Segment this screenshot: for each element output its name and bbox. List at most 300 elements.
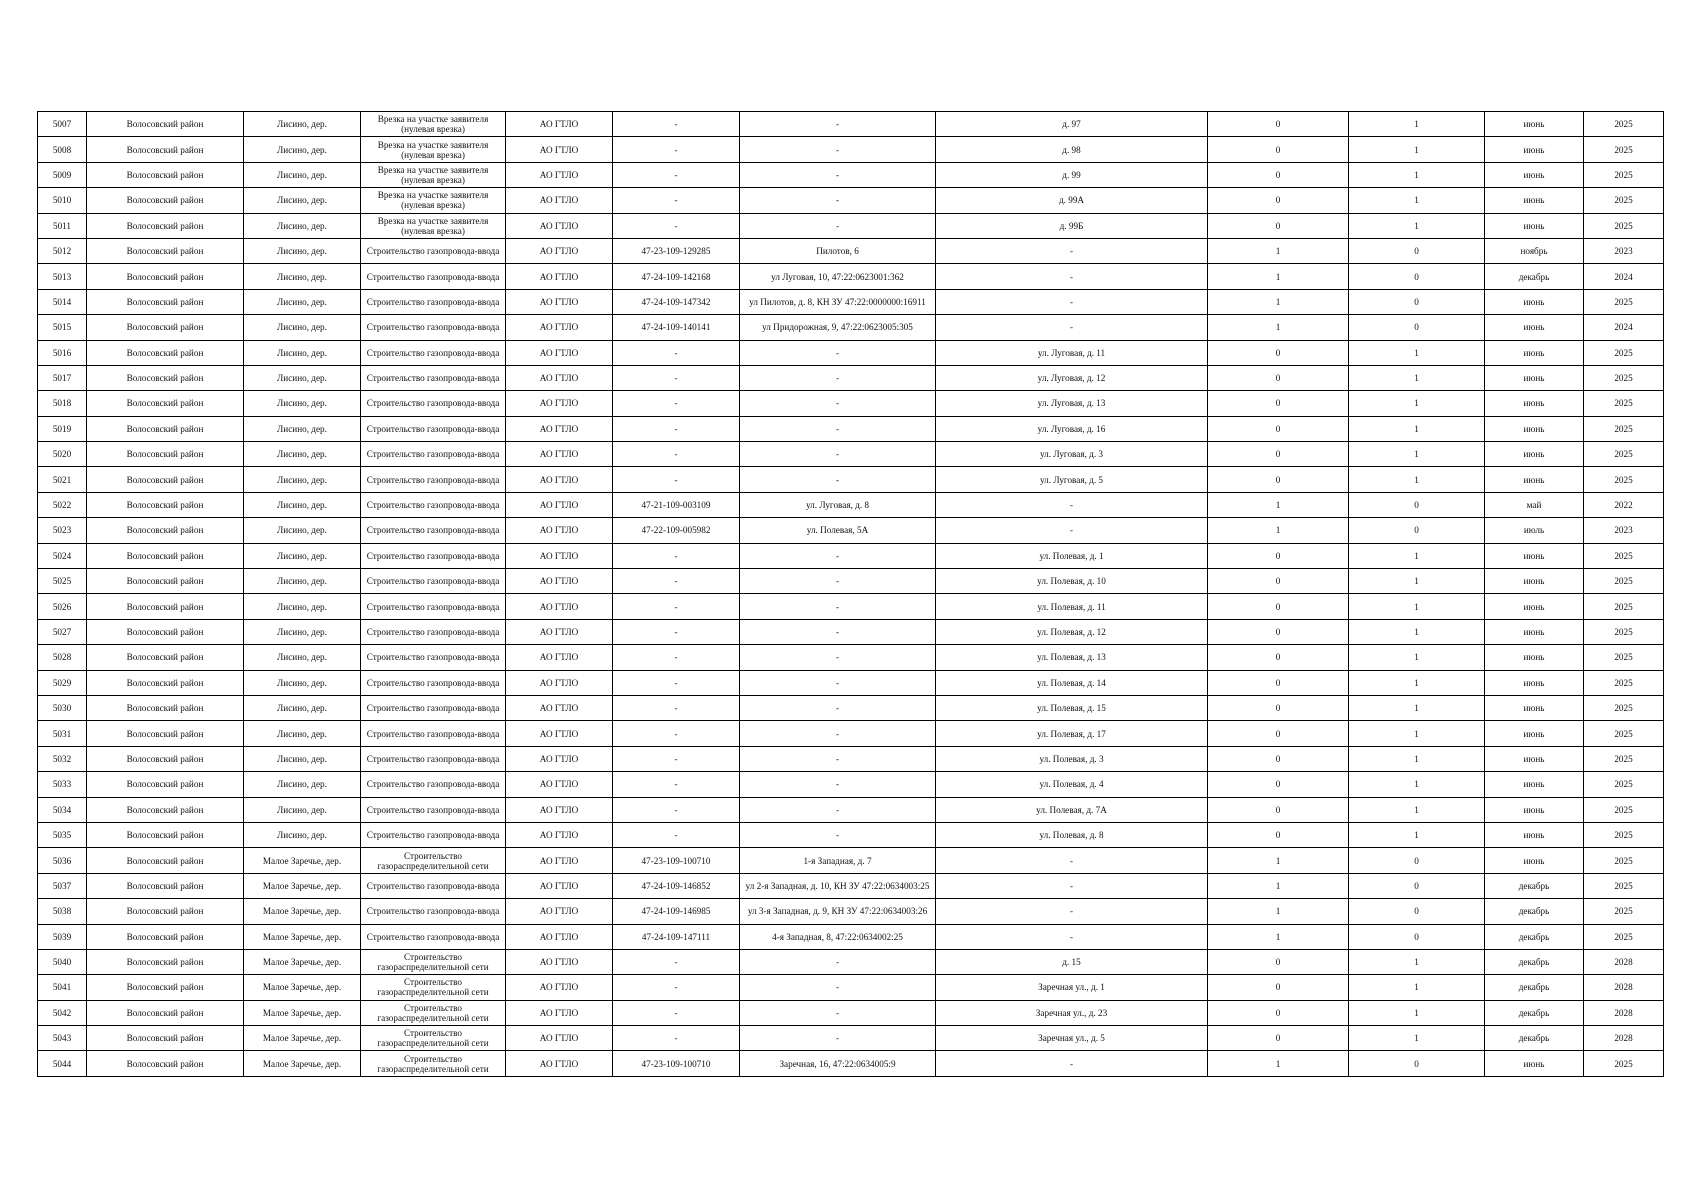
cell-organization: АО ГТЛО xyxy=(506,822,613,847)
cell-flag-b: 1 xyxy=(1349,619,1485,644)
cell-district: Волосовский район xyxy=(87,442,244,467)
cell-district: Волосовский район xyxy=(87,695,244,720)
table-body xyxy=(38,112,1664,1077)
cell-flag-a: 0 xyxy=(1208,365,1349,390)
cell-settlement: Малое Заречье, дер. xyxy=(244,848,361,873)
cell-flag-b: 0 xyxy=(1349,848,1485,873)
cell-planned-address: ул. Луговая, д. 3 xyxy=(936,442,1208,467)
cell-planned-address: Заречная ул., д. 23 xyxy=(936,1000,1208,1025)
cell-month: декабрь xyxy=(1485,899,1584,924)
cell-year: 2025 xyxy=(1584,213,1664,238)
cell-row-number: 5043 xyxy=(38,1026,87,1051)
cell-flag-a: 0 xyxy=(1208,112,1349,137)
cell-year: 2025 xyxy=(1584,848,1664,873)
cell-year: 2025 xyxy=(1584,137,1664,162)
cell-flag-a: 1 xyxy=(1208,518,1349,543)
cell-row-number: 5032 xyxy=(38,746,87,771)
cell-planned-address: ул. Луговая, д. 5 xyxy=(936,467,1208,492)
cell-work-type: Врезка на участке заявителя (нулевая врезка) xyxy=(361,213,506,238)
cell-organization: АО ГТЛО xyxy=(506,1000,613,1025)
cell-organization: АО ГТЛО xyxy=(506,442,613,467)
cell-application-number: - xyxy=(613,442,740,467)
cell-flag-a: 0 xyxy=(1208,746,1349,771)
cell-settlement: Лисино, дер. xyxy=(244,619,361,644)
cell-organization: АО ГТЛО xyxy=(506,315,613,340)
cell-flag-a: 0 xyxy=(1208,340,1349,365)
cell-settlement: Лисино, дер. xyxy=(244,289,361,314)
cell-flag-b: 1 xyxy=(1349,188,1485,213)
cell-month: ноябрь xyxy=(1485,238,1584,263)
cell-planned-address: - xyxy=(936,315,1208,340)
cell-object-address: - xyxy=(740,188,936,213)
cell-district: Волосовский район xyxy=(87,746,244,771)
cell-object-address: 1-я Западная, д. 7 xyxy=(740,848,936,873)
cell-flag-b: 1 xyxy=(1349,695,1485,720)
cell-flag-b: 0 xyxy=(1349,924,1485,949)
cell-flag-b: 1 xyxy=(1349,137,1485,162)
cell-row-number: 5038 xyxy=(38,899,87,924)
cell-month: июнь xyxy=(1485,391,1584,416)
cell-settlement: Лисино, дер. xyxy=(244,340,361,365)
table-row xyxy=(38,442,1664,467)
cell-flag-b: 0 xyxy=(1349,315,1485,340)
cell-work-type: Строительство газопровода-ввода xyxy=(361,772,506,797)
cell-month: декабрь xyxy=(1485,975,1584,1000)
cell-year: 2025 xyxy=(1584,899,1664,924)
cell-planned-address: - xyxy=(936,518,1208,543)
cell-year: 2025 xyxy=(1584,822,1664,847)
cell-application-number: 47-24-109-147111 xyxy=(613,924,740,949)
cell-settlement: Лисино, дер. xyxy=(244,594,361,619)
cell-row-number: 5012 xyxy=(38,238,87,263)
cell-month: декабрь xyxy=(1485,1026,1584,1051)
cell-organization: АО ГТЛО xyxy=(506,746,613,771)
cell-flag-a: 0 xyxy=(1208,695,1349,720)
cell-row-number: 5030 xyxy=(38,695,87,720)
cell-month: июнь xyxy=(1485,619,1584,644)
cell-settlement: Лисино, дер. xyxy=(244,467,361,492)
cell-object-address: ул 3-я Западная, д. 9, КН ЗУ 47:22:0634003:26 xyxy=(740,899,936,924)
cell-organization: АО ГТЛО xyxy=(506,848,613,873)
cell-planned-address: ул. Полевая, д. 1 xyxy=(936,543,1208,568)
cell-organization: АО ГТЛО xyxy=(506,645,613,670)
cell-flag-b: 1 xyxy=(1349,340,1485,365)
cell-organization: АО ГТЛО xyxy=(506,873,613,898)
table-row xyxy=(38,949,1664,974)
cell-application-number: - xyxy=(613,137,740,162)
cell-application-number: 47-24-109-146985 xyxy=(613,899,740,924)
cell-planned-address: ул. Полевая, д. 4 xyxy=(936,772,1208,797)
table-row xyxy=(38,670,1664,695)
cell-planned-address: д. 98 xyxy=(936,137,1208,162)
cell-settlement: Лисино, дер. xyxy=(244,543,361,568)
cell-year: 2025 xyxy=(1584,188,1664,213)
cell-application-number: 47-23-109-100710 xyxy=(613,848,740,873)
cell-organization: АО ГТЛО xyxy=(506,1051,613,1076)
cell-year: 2025 xyxy=(1584,746,1664,771)
cell-object-address: ул. Луговая, д. 8 xyxy=(740,492,936,517)
cell-row-number: 5019 xyxy=(38,416,87,441)
cell-settlement: Лисино, дер. xyxy=(244,416,361,441)
cell-flag-a: 0 xyxy=(1208,721,1349,746)
cell-year: 2025 xyxy=(1584,645,1664,670)
cell-settlement: Лисино, дер. xyxy=(244,365,361,390)
cell-organization: АО ГТЛО xyxy=(506,340,613,365)
cell-organization: АО ГТЛО xyxy=(506,569,613,594)
cell-row-number: 5031 xyxy=(38,721,87,746)
cell-district: Волосовский район xyxy=(87,416,244,441)
cell-district: Волосовский район xyxy=(87,848,244,873)
cell-year: 2025 xyxy=(1584,721,1664,746)
cell-flag-b: 1 xyxy=(1349,797,1485,822)
cell-work-type: Врезка на участке заявителя (нулевая врезка) xyxy=(361,112,506,137)
cell-settlement: Лисино, дер. xyxy=(244,213,361,238)
cell-month: июнь xyxy=(1485,797,1584,822)
cell-object-address: ул 2-я Западная, д. 10, КН ЗУ 47:22:0634003:25 xyxy=(740,873,936,898)
cell-work-type: Строительство газопровода-ввода xyxy=(361,569,506,594)
cell-month: июнь xyxy=(1485,670,1584,695)
cell-object-address: - xyxy=(740,365,936,390)
cell-work-type: Строительство газораспределительной сети xyxy=(361,1000,506,1025)
cell-year: 2024 xyxy=(1584,315,1664,340)
cell-district: Волосовский район xyxy=(87,518,244,543)
cell-work-type: Строительство газопровода-ввода xyxy=(361,492,506,517)
cell-object-address: - xyxy=(740,137,936,162)
cell-month: июнь xyxy=(1485,746,1584,771)
cell-district: Волосовский район xyxy=(87,264,244,289)
cell-flag-a: 1 xyxy=(1208,264,1349,289)
cell-planned-address: Заречная ул., д. 5 xyxy=(936,1026,1208,1051)
cell-month: декабрь xyxy=(1485,949,1584,974)
cell-flag-a: 0 xyxy=(1208,822,1349,847)
cell-planned-address: - xyxy=(936,1051,1208,1076)
cell-month: июнь xyxy=(1485,188,1584,213)
cell-flag-b: 1 xyxy=(1349,213,1485,238)
table-row xyxy=(38,619,1664,644)
cell-object-address: - xyxy=(740,822,936,847)
table-row xyxy=(38,543,1664,568)
cell-planned-address: д. 15 xyxy=(936,949,1208,974)
cell-district: Волосовский район xyxy=(87,899,244,924)
cell-row-number: 5041 xyxy=(38,975,87,1000)
cell-settlement: Лисино, дер. xyxy=(244,645,361,670)
cell-district: Волосовский район xyxy=(87,188,244,213)
cell-district: Волосовский район xyxy=(87,721,244,746)
cell-month: июнь xyxy=(1485,569,1584,594)
cell-organization: АО ГТЛО xyxy=(506,899,613,924)
cell-flag-b: 1 xyxy=(1349,543,1485,568)
cell-month: декабрь xyxy=(1485,873,1584,898)
cell-object-address: Пилотов, 6 xyxy=(740,238,936,263)
table-row xyxy=(38,518,1664,543)
cell-row-number: 5021 xyxy=(38,467,87,492)
cell-settlement: Лисино, дер. xyxy=(244,112,361,137)
cell-application-number: 47-24-109-146852 xyxy=(613,873,740,898)
cell-month: июнь xyxy=(1485,162,1584,187)
cell-work-type: Строительство газораспределительной сети xyxy=(361,848,506,873)
cell-planned-address: д. 99А xyxy=(936,188,1208,213)
cell-work-type: Строительство газопровода-ввода xyxy=(361,416,506,441)
cell-district: Волосовский район xyxy=(87,112,244,137)
cell-application-number: 47-24-109-142168 xyxy=(613,264,740,289)
cell-month: июнь xyxy=(1485,213,1584,238)
cell-work-type: Строительство газопровода-ввода xyxy=(361,797,506,822)
cell-year: 2025 xyxy=(1584,772,1664,797)
cell-planned-address: - xyxy=(936,492,1208,517)
cell-flag-a: 0 xyxy=(1208,619,1349,644)
cell-month: декабрь xyxy=(1485,924,1584,949)
cell-work-type: Строительство газопровода-ввода xyxy=(361,924,506,949)
cell-year: 2025 xyxy=(1584,467,1664,492)
cell-flag-a: 0 xyxy=(1208,213,1349,238)
cell-organization: АО ГТЛО xyxy=(506,264,613,289)
cell-district: Волосовский район xyxy=(87,619,244,644)
cell-organization: АО ГТЛО xyxy=(506,137,613,162)
cell-work-type: Строительство газопровода-ввода xyxy=(361,670,506,695)
cell-object-address: - xyxy=(740,645,936,670)
cell-planned-address: - xyxy=(936,238,1208,263)
cell-flag-b: 0 xyxy=(1349,899,1485,924)
table-row xyxy=(38,213,1664,238)
cell-organization: АО ГТЛО xyxy=(506,1026,613,1051)
cell-flag-a: 0 xyxy=(1208,188,1349,213)
cell-work-type: Строительство газопровода-ввода xyxy=(361,340,506,365)
cell-row-number: 5039 xyxy=(38,924,87,949)
cell-district: Волосовский район xyxy=(87,340,244,365)
cell-flag-a: 0 xyxy=(1208,467,1349,492)
cell-work-type: Строительство газопровода-ввода xyxy=(361,467,506,492)
cell-flag-b: 1 xyxy=(1349,949,1485,974)
cell-year: 2025 xyxy=(1584,670,1664,695)
cell-object-address: - xyxy=(740,695,936,720)
cell-object-address: - xyxy=(740,797,936,822)
cell-row-number: 5020 xyxy=(38,442,87,467)
cell-planned-address: Заречная ул., д. 1 xyxy=(936,975,1208,1000)
cell-application-number: - xyxy=(613,365,740,390)
cell-year: 2023 xyxy=(1584,518,1664,543)
cell-work-type: Строительство газопровода-ввода xyxy=(361,645,506,670)
cell-work-type: Строительство газопровода-ввода xyxy=(361,289,506,314)
cell-application-number: - xyxy=(613,594,740,619)
table-row xyxy=(38,848,1664,873)
cell-planned-address: - xyxy=(936,873,1208,898)
cell-planned-address: ул. Луговая, д. 16 xyxy=(936,416,1208,441)
cell-settlement: Малое Заречье, дер. xyxy=(244,975,361,1000)
cell-application-number: 47-24-109-147342 xyxy=(613,289,740,314)
cell-district: Волосовский район xyxy=(87,543,244,568)
cell-flag-b: 0 xyxy=(1349,873,1485,898)
cell-month: июнь xyxy=(1485,594,1584,619)
cell-settlement: Лисино, дер. xyxy=(244,315,361,340)
cell-row-number: 5026 xyxy=(38,594,87,619)
cell-planned-address: ул. Луговая, д. 13 xyxy=(936,391,1208,416)
table-row xyxy=(38,924,1664,949)
cell-row-number: 5011 xyxy=(38,213,87,238)
cell-flag-b: 1 xyxy=(1349,594,1485,619)
cell-year: 2025 xyxy=(1584,391,1664,416)
cell-planned-address: - xyxy=(936,848,1208,873)
cell-flag-b: 1 xyxy=(1349,391,1485,416)
cell-flag-a: 0 xyxy=(1208,975,1349,1000)
cell-district: Волосовский район xyxy=(87,1000,244,1025)
cell-year: 2028 xyxy=(1584,1026,1664,1051)
cell-planned-address: ул. Полевая, д. 13 xyxy=(936,645,1208,670)
cell-district: Волосовский район xyxy=(87,873,244,898)
cell-flag-b: 1 xyxy=(1349,365,1485,390)
cell-application-number: - xyxy=(613,975,740,1000)
cell-flag-a: 0 xyxy=(1208,772,1349,797)
cell-row-number: 5016 xyxy=(38,340,87,365)
cell-year: 2025 xyxy=(1584,797,1664,822)
cell-planned-address: ул. Полевая, д. 8 xyxy=(936,822,1208,847)
cell-application-number: 47-21-109-003109 xyxy=(613,492,740,517)
cell-year: 2025 xyxy=(1584,162,1664,187)
cell-work-type: Строительство газопровода-ввода xyxy=(361,899,506,924)
table-row xyxy=(38,289,1664,314)
cell-flag-a: 0 xyxy=(1208,670,1349,695)
cell-year: 2025 xyxy=(1584,1051,1664,1076)
cell-organization: АО ГТЛО xyxy=(506,797,613,822)
cell-application-number: - xyxy=(613,822,740,847)
cell-application-number: - xyxy=(613,695,740,720)
cell-organization: АО ГТЛО xyxy=(506,467,613,492)
cell-month: июль xyxy=(1485,518,1584,543)
cell-application-number: - xyxy=(613,797,740,822)
cell-object-address: - xyxy=(740,467,936,492)
cell-work-type: Строительство газопровода-ввода xyxy=(361,822,506,847)
cell-month: июнь xyxy=(1485,645,1584,670)
cell-district: Волосовский район xyxy=(87,238,244,263)
cell-application-number: - xyxy=(613,213,740,238)
cell-settlement: Малое Заречье, дер. xyxy=(244,1051,361,1076)
cell-object-address: - xyxy=(740,949,936,974)
cell-planned-address: д. 99Б xyxy=(936,213,1208,238)
cell-flag-b: 1 xyxy=(1349,645,1485,670)
cell-row-number: 5027 xyxy=(38,619,87,644)
cell-year: 2028 xyxy=(1584,949,1664,974)
cell-application-number: - xyxy=(613,1000,740,1025)
cell-row-number: 5028 xyxy=(38,645,87,670)
cell-work-type: Врезка на участке заявителя (нулевая врезка) xyxy=(361,162,506,187)
cell-work-type: Строительство газопровода-ввода xyxy=(361,746,506,771)
cell-month: июнь xyxy=(1485,822,1584,847)
cell-application-number: - xyxy=(613,391,740,416)
cell-row-number: 5025 xyxy=(38,569,87,594)
cell-settlement: Лисино, дер. xyxy=(244,162,361,187)
cell-organization: АО ГТЛО xyxy=(506,772,613,797)
cell-object-address: - xyxy=(740,1000,936,1025)
cell-flag-b: 1 xyxy=(1349,569,1485,594)
cell-year: 2024 xyxy=(1584,264,1664,289)
cell-flag-a: 0 xyxy=(1208,137,1349,162)
cell-year: 2025 xyxy=(1584,695,1664,720)
cell-row-number: 5022 xyxy=(38,492,87,517)
cell-work-type: Строительство газопровода-ввода xyxy=(361,264,506,289)
table-row xyxy=(38,1026,1664,1051)
cell-planned-address: - xyxy=(936,289,1208,314)
cell-year: 2025 xyxy=(1584,365,1664,390)
cell-flag-a: 0 xyxy=(1208,797,1349,822)
cell-flag-a: 0 xyxy=(1208,416,1349,441)
cell-district: Волосовский район xyxy=(87,467,244,492)
cell-district: Волосовский район xyxy=(87,1026,244,1051)
cell-row-number: 5008 xyxy=(38,137,87,162)
cell-work-type: Строительство газопровода-ввода xyxy=(361,442,506,467)
cell-row-number: 5018 xyxy=(38,391,87,416)
table-row xyxy=(38,365,1664,390)
cell-row-number: 5037 xyxy=(38,873,87,898)
cell-row-number: 5029 xyxy=(38,670,87,695)
cell-application-number: 47-24-109-140141 xyxy=(613,315,740,340)
cell-object-address: - xyxy=(740,569,936,594)
cell-flag-b: 1 xyxy=(1349,1000,1485,1025)
cell-planned-address: д. 97 xyxy=(936,112,1208,137)
cell-organization: АО ГТЛО xyxy=(506,289,613,314)
cell-object-address: - xyxy=(740,619,936,644)
table-row xyxy=(38,797,1664,822)
cell-row-number: 5015 xyxy=(38,315,87,340)
cell-flag-a: 1 xyxy=(1208,848,1349,873)
cell-application-number: - xyxy=(613,746,740,771)
cell-settlement: Лисино, дер. xyxy=(244,695,361,720)
cell-month: июнь xyxy=(1485,695,1584,720)
cell-work-type: Строительство газораспределительной сети xyxy=(361,975,506,1000)
cell-organization: АО ГТЛО xyxy=(506,391,613,416)
cell-flag-a: 0 xyxy=(1208,162,1349,187)
cell-flag-a: 0 xyxy=(1208,594,1349,619)
cell-district: Волосовский район xyxy=(87,315,244,340)
cell-object-address: 4-я Западная, 8, 47:22:0634002:25 xyxy=(740,924,936,949)
cell-flag-b: 1 xyxy=(1349,746,1485,771)
cell-month: июнь xyxy=(1485,416,1584,441)
cell-year: 2023 xyxy=(1584,238,1664,263)
cell-organization: АО ГТЛО xyxy=(506,112,613,137)
cell-month: июнь xyxy=(1485,289,1584,314)
cell-planned-address: ул. Полевая, д. 10 xyxy=(936,569,1208,594)
cell-month: июнь xyxy=(1485,137,1584,162)
cell-settlement: Лисино, дер. xyxy=(244,518,361,543)
cell-settlement: Лисино, дер. xyxy=(244,822,361,847)
cell-row-number: 5024 xyxy=(38,543,87,568)
cell-application-number: - xyxy=(613,949,740,974)
cell-row-number: 5014 xyxy=(38,289,87,314)
cell-settlement: Лисино, дер. xyxy=(244,264,361,289)
cell-flag-b: 0 xyxy=(1349,238,1485,263)
cell-application-number: 47-23-109-129285 xyxy=(613,238,740,263)
cell-settlement: Лисино, дер. xyxy=(244,391,361,416)
cell-month: июнь xyxy=(1485,848,1584,873)
table-row xyxy=(38,391,1664,416)
cell-flag-b: 1 xyxy=(1349,772,1485,797)
cell-application-number: - xyxy=(613,1026,740,1051)
table-row xyxy=(38,975,1664,1000)
cell-flag-b: 1 xyxy=(1349,112,1485,137)
cell-row-number: 5044 xyxy=(38,1051,87,1076)
cell-organization: АО ГТЛО xyxy=(506,492,613,517)
cell-month: июнь xyxy=(1485,112,1584,137)
cell-object-address: - xyxy=(740,1026,936,1051)
cell-application-number: - xyxy=(613,467,740,492)
cell-settlement: Лисино, дер. xyxy=(244,721,361,746)
cell-district: Волосовский район xyxy=(87,975,244,1000)
cell-row-number: 5040 xyxy=(38,949,87,974)
cell-object-address: - xyxy=(740,162,936,187)
cell-organization: АО ГТЛО xyxy=(506,416,613,441)
table-row xyxy=(38,695,1664,720)
cell-month: май xyxy=(1485,492,1584,517)
cell-work-type: Строительство газопровода-ввода xyxy=(361,238,506,263)
cell-organization: АО ГТЛО xyxy=(506,975,613,1000)
